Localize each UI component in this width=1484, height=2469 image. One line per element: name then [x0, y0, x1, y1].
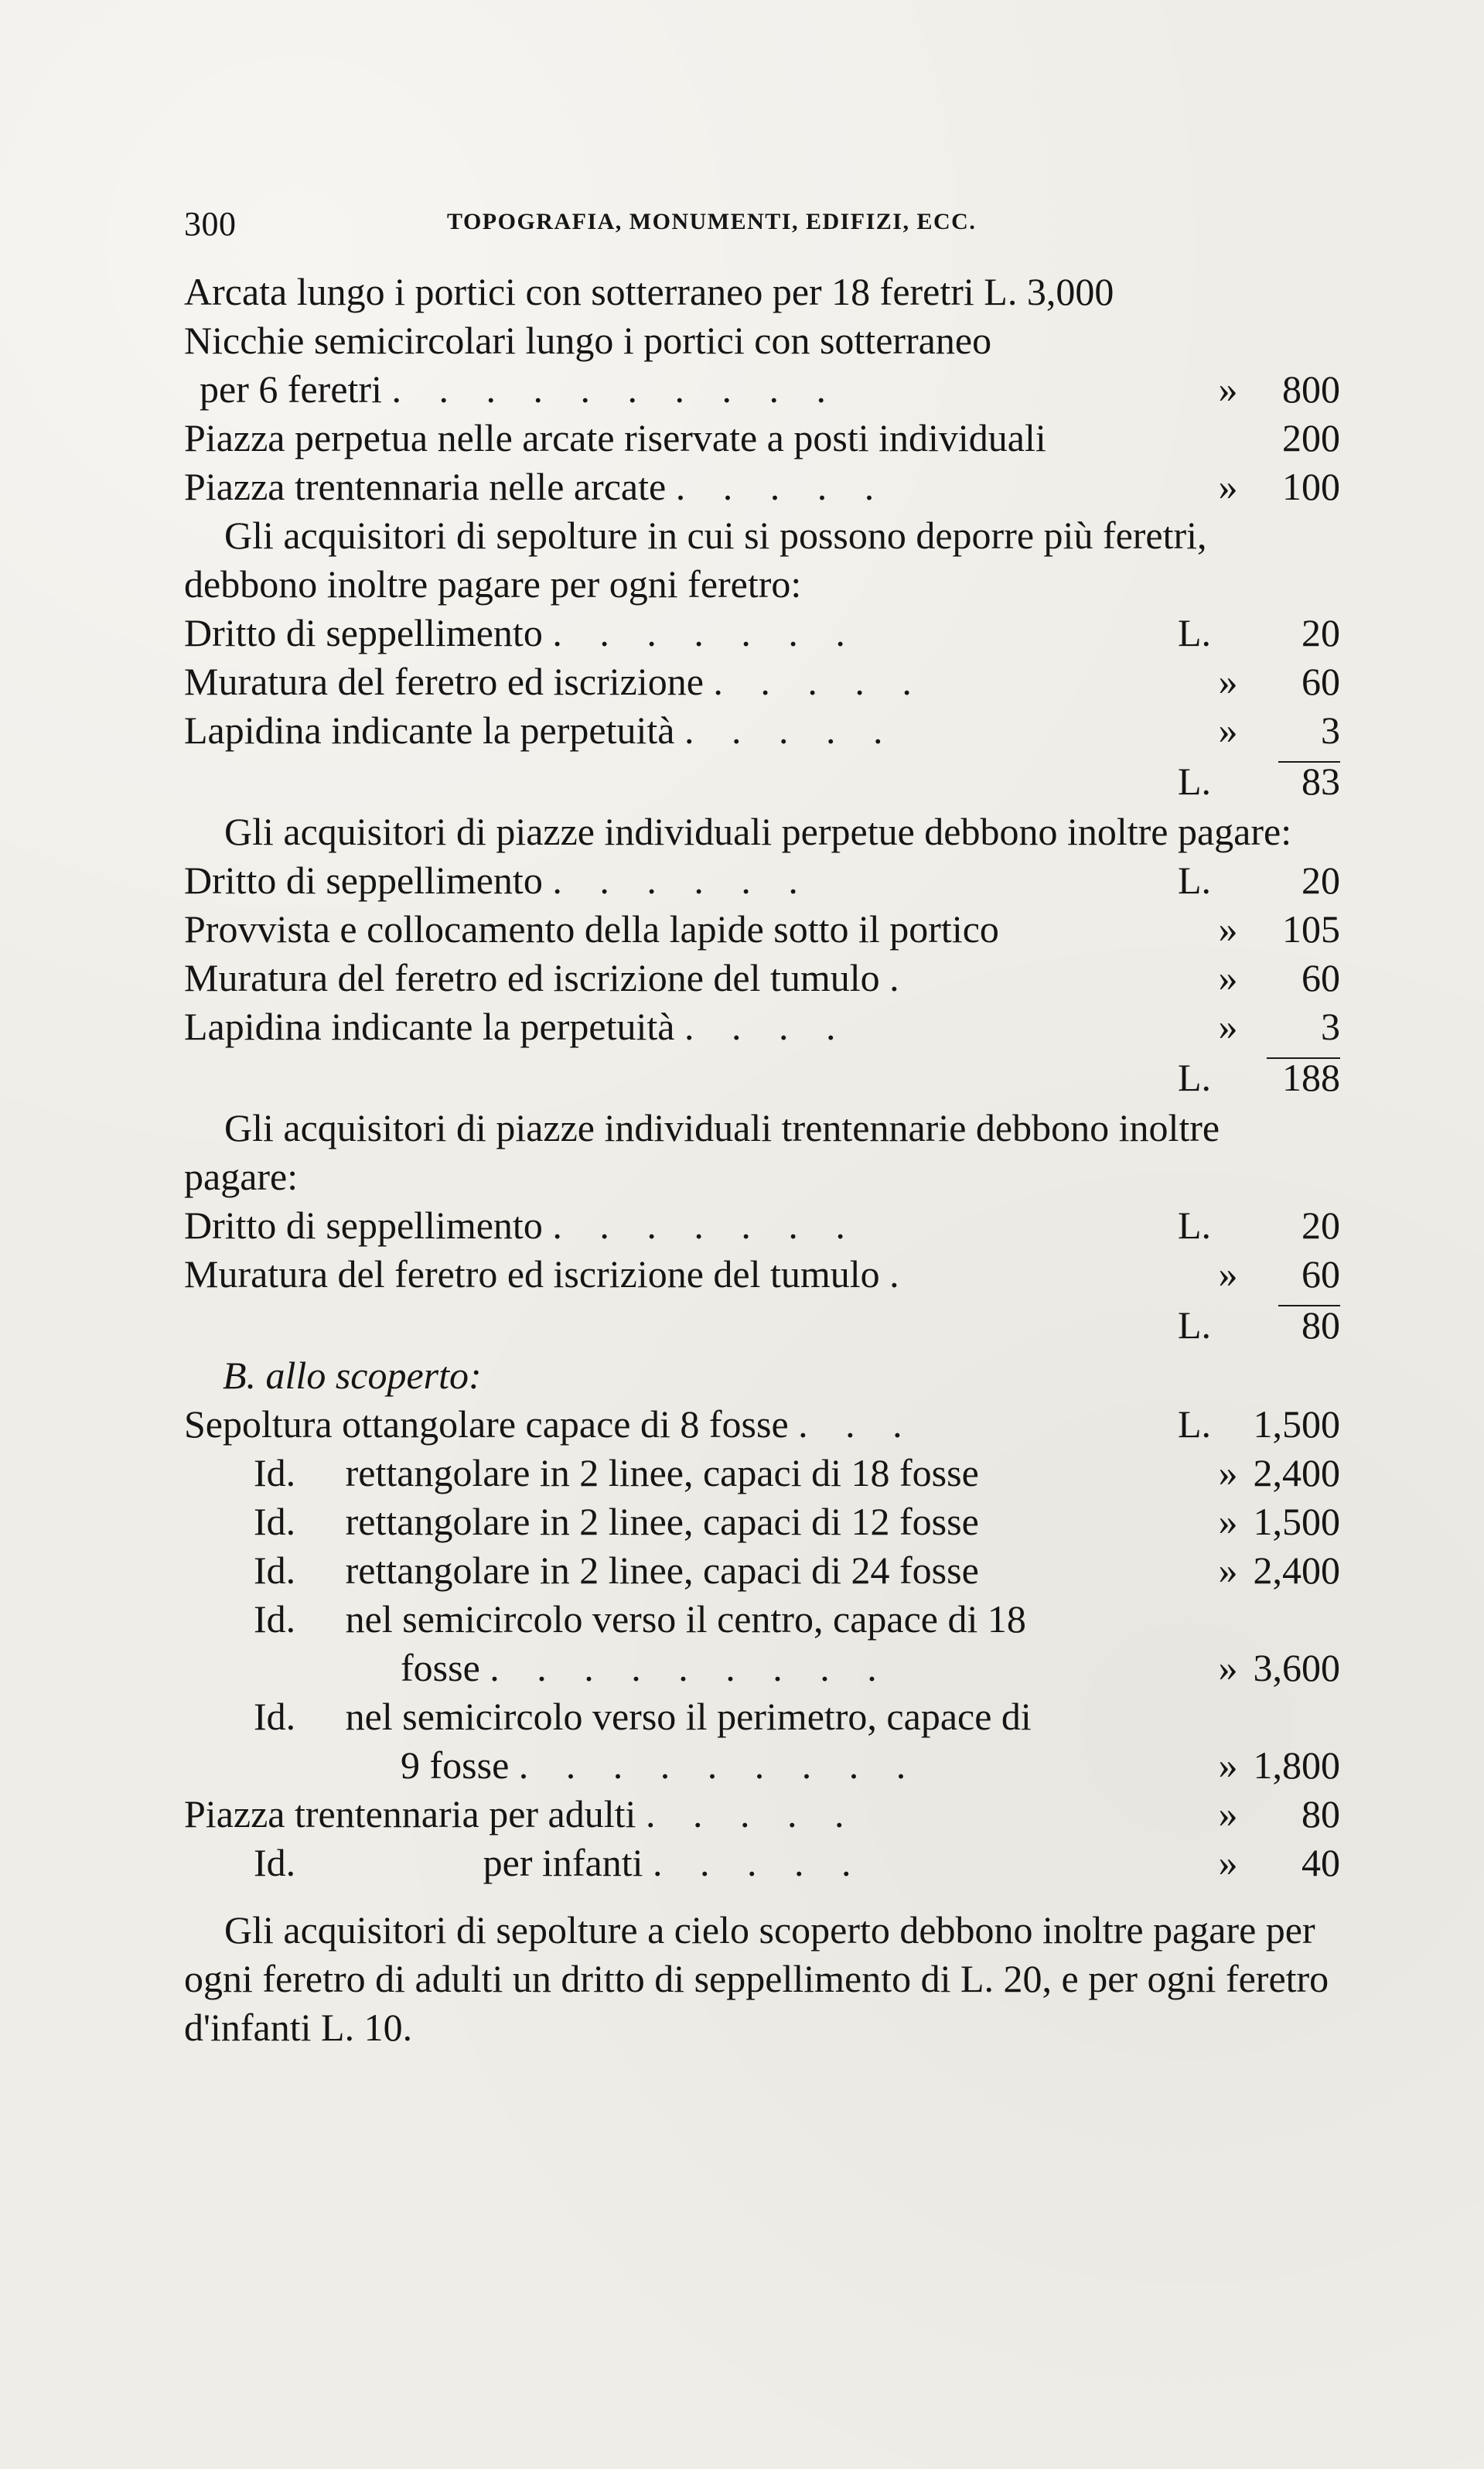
fee-row-nicchie [184, 365, 1340, 414]
paragraph-trentennarie [184, 1104, 1340, 1201]
fee-value: 3 [1321, 709, 1340, 752]
fee-value: 105 [1282, 907, 1340, 951]
fee-row-label: Dritto di seppellimento [184, 859, 543, 902]
fee-value: 1,500 [1253, 1402, 1340, 1446]
fee-row-label: Piazza trentennaria per adulti [184, 1792, 636, 1836]
fee-row-label: fosse [401, 1646, 480, 1689]
ditto-marker: » [1218, 660, 1238, 703]
fee-value: 80 [1301, 1792, 1340, 1836]
total-value: 83 [1301, 760, 1340, 803]
leader-dots: . . . . . [645, 1792, 858, 1836]
row-prefix: Id. [254, 1500, 296, 1543]
fee-row-dritto [184, 856, 1340, 905]
fee-row-muratura [184, 1250, 1340, 1299]
fee-value: 2,400 [1253, 1451, 1340, 1494]
total-row-188 [184, 1051, 1340, 1104]
fee-row-label: Sepoltura ottangolare capace di 8 fosse [184, 1402, 789, 1446]
fee-row-label: Piazza perpetua nelle arcate riservate a posti individuali [184, 416, 1046, 459]
leader-dots: . . . . . [675, 465, 889, 508]
ditto-marker: » [1218, 1646, 1238, 1689]
row-prefix: Id. [254, 1695, 296, 1738]
fee-row-dritto [184, 609, 1340, 657]
paragraph-text: Gli acquisitori di sepolture in cui si possono deporre più feretri, debbono inoltre pagare per ogni feretro: [184, 514, 1207, 606]
leader-dots: . [889, 956, 913, 999]
fee-value: 40 [1301, 1841, 1340, 1884]
row-prefix: Id. [254, 1451, 296, 1494]
fee-row-trentennaria-infanti [184, 1839, 1340, 1887]
fee-row-label: Lapidina indicante la perpetuità [184, 1005, 675, 1048]
fee-row-label: rettangolare in 2 linee, capaci di 12 fosse [345, 1500, 979, 1543]
leader-dots: . . . . . [713, 660, 926, 703]
leader-dots: . . . [798, 1402, 916, 1446]
fee-row-muratura [184, 954, 1340, 1002]
leader-dots: . . . . . . . [552, 611, 859, 654]
total-value: 188 [1282, 1056, 1340, 1099]
running-title: TOPOGRAFIA, MONUMENTI, EDIFIZI, ECC. [447, 209, 977, 234]
fee-row-label: per infanti [483, 1841, 643, 1884]
fee-value: 20 [1301, 1204, 1340, 1247]
ditto-marker: » [1218, 1500, 1238, 1543]
ditto-marker: » [1218, 1792, 1238, 1836]
fee-value: 3 [1321, 1005, 1340, 1048]
fee-row-label: Lapidina indicante la perpetuità [184, 709, 675, 752]
fee-row-muratura [184, 657, 1340, 706]
fee-row-label: Dritto di seppellimento [184, 1204, 543, 1247]
fee-row-piazza-trentennaria [184, 463, 1340, 511]
book-page [184, 200, 1340, 2211]
leader-dots: . . . . . [653, 1841, 865, 1884]
ditto-marker: » [1218, 1743, 1238, 1787]
fee-row-label: Muratura del feretro ed iscrizione del tumulo [184, 1252, 880, 1296]
ditto-marker: » [1218, 1549, 1238, 1592]
leader-dots: . . . . . . . . . [490, 1646, 891, 1689]
fee-value: 20 [1301, 859, 1340, 902]
fee-row-id-semicircolo-centro [184, 1644, 1340, 1692]
fee-row-label: rettangolare in 2 linee, capaci di 24 fosse [345, 1549, 979, 1592]
leader-dots: . . . . . . . . . [518, 1743, 920, 1787]
leader-dots: . . . . . . . [552, 1204, 859, 1247]
fee-row-provvista [184, 905, 1340, 954]
total-value: 80 [1301, 1303, 1340, 1347]
fee-row-label: nel semicircolo verso il centro, capace di 18 [345, 1597, 1026, 1641]
fee-value: 3,600 [1253, 1646, 1340, 1689]
row-prefix: Id. [254, 1597, 296, 1641]
fee-value: 200 [1282, 416, 1340, 459]
fee-value: 1,800 [1253, 1743, 1340, 1787]
fee-row-piazza-perpetua [184, 414, 1340, 463]
ditto-marker: » [1218, 1005, 1238, 1048]
fee-row-id-semicircolo-perimetro [184, 1741, 1340, 1790]
section-heading-text: B. allo scoperto: [223, 1354, 482, 1397]
fee-row-label: Nicchie semicircolari lungo i portici con sotterraneo [184, 319, 992, 362]
ditto-marker: » [1218, 709, 1238, 752]
currency-label: L. [1178, 1402, 1212, 1446]
fee-row-label: per 6 feretri [200, 367, 382, 411]
fee-value: 800 [1282, 367, 1340, 411]
fee-value: 60 [1301, 956, 1340, 999]
row-prefix: Id. [254, 1841, 296, 1884]
fee-row-label: Piazza trentennaria nelle arcate [184, 465, 667, 508]
leader-dots: . . . . . [684, 709, 897, 752]
currency-label: L. [1178, 1204, 1212, 1247]
row-prefix: Id. [254, 1549, 296, 1592]
fee-row-id-18 [184, 1449, 1340, 1497]
fee-row-label: 9 fosse [401, 1743, 510, 1787]
fee-row-lapidina [184, 1002, 1340, 1051]
total-row-83 [184, 755, 1340, 808]
fee-row-label: Muratura del feretro ed iscrizione del tumulo [184, 956, 880, 999]
fee-value: 100 [1282, 465, 1340, 508]
fee-value: 60 [1301, 1252, 1340, 1296]
currency-label: L. [1178, 1056, 1212, 1099]
paragraph-text: Gli acquisitori di piazze individuali trentennarie debbono inoltre pagare: [184, 1106, 1220, 1198]
fee-row-label: Arcata lungo i portici con sotterraneo per 18 feretri L. 3,000 [184, 270, 1114, 313]
fee-row-arcata [184, 268, 1340, 316]
section-heading-b [184, 1351, 1340, 1400]
leader-dots: . . . . . . . . . . [391, 367, 840, 411]
ditto-marker: » [1218, 1841, 1238, 1884]
section-spacer [184, 1887, 1340, 1906]
ditto-marker: » [1218, 1252, 1238, 1296]
fee-value: 2,400 [1253, 1549, 1340, 1592]
currency-label: L. [1178, 1303, 1212, 1347]
currency-label: L. [1178, 859, 1212, 902]
ditto-marker: » [1218, 1451, 1238, 1494]
leader-dots: . [889, 1252, 913, 1296]
paragraph-perpetue [184, 808, 1340, 856]
leader-dots: . . . . . . [552, 859, 812, 902]
fee-row-dritto [184, 1201, 1340, 1250]
page-content [184, 268, 1340, 2052]
leader-dots: . . . . [684, 1005, 850, 1048]
fee-row-label: Dritto di seppellimento [184, 611, 543, 654]
fee-value: 1,500 [1253, 1500, 1340, 1543]
fee-row-label: rettangolare in 2 linee, capaci di 18 fosse [345, 1451, 979, 1494]
fee-row-id-12 [184, 1497, 1340, 1546]
fee-value: 20 [1301, 611, 1340, 654]
paragraph-more-feretri [184, 511, 1340, 609]
ditto-marker: » [1218, 465, 1238, 508]
fee-row-label: nel semicircolo verso il perimetro, capace di [345, 1695, 1032, 1738]
fee-row-lapidina [184, 706, 1340, 755]
fee-row-label: Provvista e collocamento della lapide sotto il portico [184, 907, 999, 951]
paragraph-cielo-scoperto [184, 1906, 1340, 2052]
fee-row-ottangolare [184, 1400, 1340, 1449]
page-header [184, 200, 1340, 254]
fee-row-trentennaria-adulti [184, 1790, 1340, 1839]
fee-row-id-semicircolo-perimetro-heading [184, 1692, 1340, 1741]
fee-row-nicchie-heading [184, 316, 1340, 365]
fee-value: 60 [1301, 660, 1340, 703]
page-number: 300 [184, 205, 237, 243]
total-row-80 [184, 1299, 1340, 1351]
paragraph-text: Gli acquisitori di sepolture a cielo scoperto debbono inoltre pagare per ogni feretro di adulti un dritto di seppellimento di L. 20, e per ogni feretro d'infanti L. 10. [184, 1908, 1329, 2049]
ditto-marker: » [1218, 956, 1238, 999]
fee-row-id-semicircolo-centro-heading [184, 1595, 1340, 1644]
currency-label: L. [1178, 611, 1212, 654]
paragraph-text: Gli acquisitori di piazze individuali perpetue debbono inoltre pagare: [224, 810, 1292, 853]
fee-row-id-24 [184, 1546, 1340, 1595]
currency-label: L. [1178, 760, 1212, 803]
ditto-marker: » [1218, 367, 1238, 411]
fee-row-label: Muratura del feretro ed iscrizione [184, 660, 704, 703]
ditto-marker: » [1218, 907, 1238, 951]
